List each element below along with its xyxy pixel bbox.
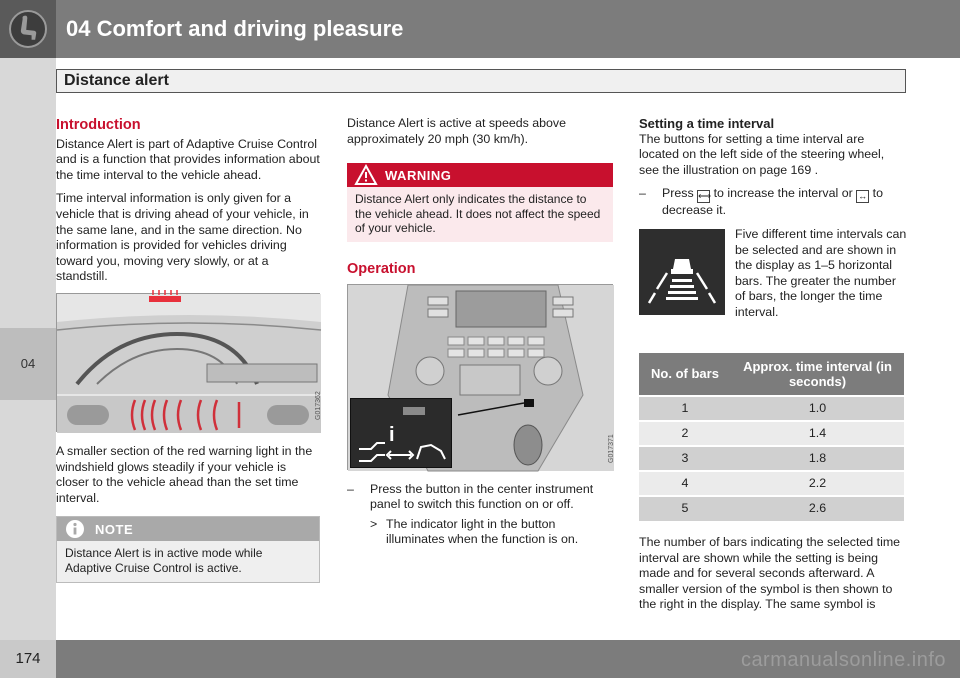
time-cell: 1.0 bbox=[731, 396, 904, 421]
operation-result bbox=[347, 517, 613, 548]
note-box bbox=[56, 516, 320, 582]
table-row bbox=[639, 496, 904, 521]
step-end-text: to decrease it. bbox=[662, 186, 883, 218]
page-footer bbox=[0, 640, 960, 678]
seat-icon bbox=[9, 10, 47, 48]
step-dash: – bbox=[347, 481, 354, 496]
chapter-tab bbox=[0, 328, 56, 400]
decrease-interval-icon: ↔ bbox=[858, 191, 868, 202]
intro-paragraph-1: Distance Alert is part of Adaptive Cruise Control and is a function that provides information about the time interval to the vehicle ahead. bbox=[56, 136, 320, 182]
step-mid-text: to increase the interval or bbox=[713, 186, 853, 201]
table-header-time: Approx. time interval (in seconds) bbox=[731, 353, 904, 396]
table-header-bars: No. of bars bbox=[639, 353, 731, 396]
bars-cell: 5 bbox=[639, 496, 731, 521]
center-console-illustration bbox=[347, 284, 613, 470]
intro-paragraph-3: A smaller section of the red warning light in the windshield glows steadily if your vehicle is closer to the vehicle ahead than the set time interval. bbox=[56, 443, 313, 505]
intro-paragraph-2: Time interval information is only given for a vehicle that is driving ahead of your vehicle, in the same lane, and in the same direction. No information is provided for vehicles driving toward you, moving very slowly, or at a standstill. bbox=[56, 191, 309, 284]
info-icon bbox=[65, 519, 85, 539]
table-row bbox=[639, 396, 904, 421]
section-title: Distance alert bbox=[64, 72, 169, 89]
chapter-header bbox=[0, 0, 960, 58]
windshield-light-icon bbox=[145, 290, 185, 310]
bars-cell: 2 bbox=[639, 421, 731, 446]
note-text: Distance Alert is in active mode while Adaptive Cruise Control is active. bbox=[65, 546, 263, 575]
operation-step-text: Press the button in the center instrument panel to switch this function on or off. bbox=[370, 481, 594, 512]
time-interval-bars-icon bbox=[639, 229, 725, 315]
button-detail-inset bbox=[350, 398, 452, 468]
column-introduction bbox=[56, 114, 320, 595]
operation-result-text: The indicator light in the button illuminates when the function is on. bbox=[386, 516, 579, 547]
column-operation bbox=[347, 114, 613, 548]
side-band bbox=[0, 58, 56, 640]
step-dash: – bbox=[639, 186, 646, 201]
column-time-interval bbox=[639, 114, 906, 621]
warning-text: Distance Alert only indicates the distance to the vehicle ahead. It does not affect the speed of your vehicle. bbox=[355, 192, 601, 236]
active-speed-text: Distance Alert is active at speeds above approximately 20 mph (30 km/h). bbox=[347, 116, 567, 146]
step-press-text: Press bbox=[662, 186, 694, 201]
result-marker: > bbox=[370, 516, 378, 531]
note-header bbox=[57, 517, 319, 541]
increase-interval-icon: ⟷ bbox=[698, 191, 712, 202]
introduction-heading: Introduction bbox=[56, 117, 141, 133]
table-row bbox=[639, 421, 904, 446]
chapter-icon-box bbox=[0, 0, 56, 58]
operation-step bbox=[347, 482, 613, 513]
time-interval-table bbox=[639, 353, 904, 521]
windshield-warning-illustration bbox=[56, 293, 320, 432]
interval-figure-caption: Five different time intervals can be selected and are shown in the display as 1–5 horizontal bars. The greater the number of bars, the longer the time interval. bbox=[735, 226, 907, 319]
warning-box bbox=[347, 163, 613, 242]
time-cell: 1.4 bbox=[731, 421, 904, 446]
interval-display-illustration bbox=[639, 229, 725, 315]
page-number: 174 bbox=[15, 650, 41, 667]
warning-header bbox=[347, 163, 613, 187]
distance-alert-button-icon bbox=[351, 399, 453, 469]
table-row bbox=[639, 471, 904, 496]
time-cell: 2.6 bbox=[731, 496, 904, 521]
bars-cell: 3 bbox=[639, 446, 731, 471]
warning-triangle-icon bbox=[355, 165, 377, 185]
chapter-number: 04 bbox=[20, 356, 36, 371]
time-interval-heading: Setting a time interval bbox=[639, 116, 775, 131]
bars-cell: 1 bbox=[639, 396, 731, 421]
time-cell: 1.8 bbox=[731, 446, 904, 471]
time-cell: 2.2 bbox=[731, 471, 904, 496]
time-interval-paragraph-2: The number of bars indicating the selected time interval are shown while the setting is being made and for several seconds afterward. A smaller version of the symbol is then shown to the right in the display. The same symbol is bbox=[639, 534, 901, 612]
page-number-box bbox=[0, 640, 56, 678]
note-label: NOTE bbox=[95, 522, 134, 538]
operation-heading: Operation bbox=[347, 260, 416, 277]
interval-figure-row bbox=[639, 227, 906, 339]
dashboard-drawing bbox=[57, 294, 321, 433]
figure-code: G017371 bbox=[608, 433, 615, 463]
table-row bbox=[639, 446, 904, 471]
svg-text:i: i bbox=[389, 423, 395, 446]
time-interval-paragraph-1: The buttons for setting a time interval are located on the left side of the steering wheel, see the illustration on page 169 . bbox=[639, 131, 885, 177]
warning-label: WARNING bbox=[385, 168, 452, 184]
chapter-title: 04 Comfort and driving pleasure bbox=[66, 16, 404, 41]
bars-cell: 4 bbox=[639, 471, 731, 496]
interval-step bbox=[639, 186, 906, 219]
figure-code: G017362 bbox=[315, 391, 322, 420]
section-bar bbox=[56, 69, 906, 93]
watermark: carmanualsonline.info bbox=[740, 649, 946, 671]
